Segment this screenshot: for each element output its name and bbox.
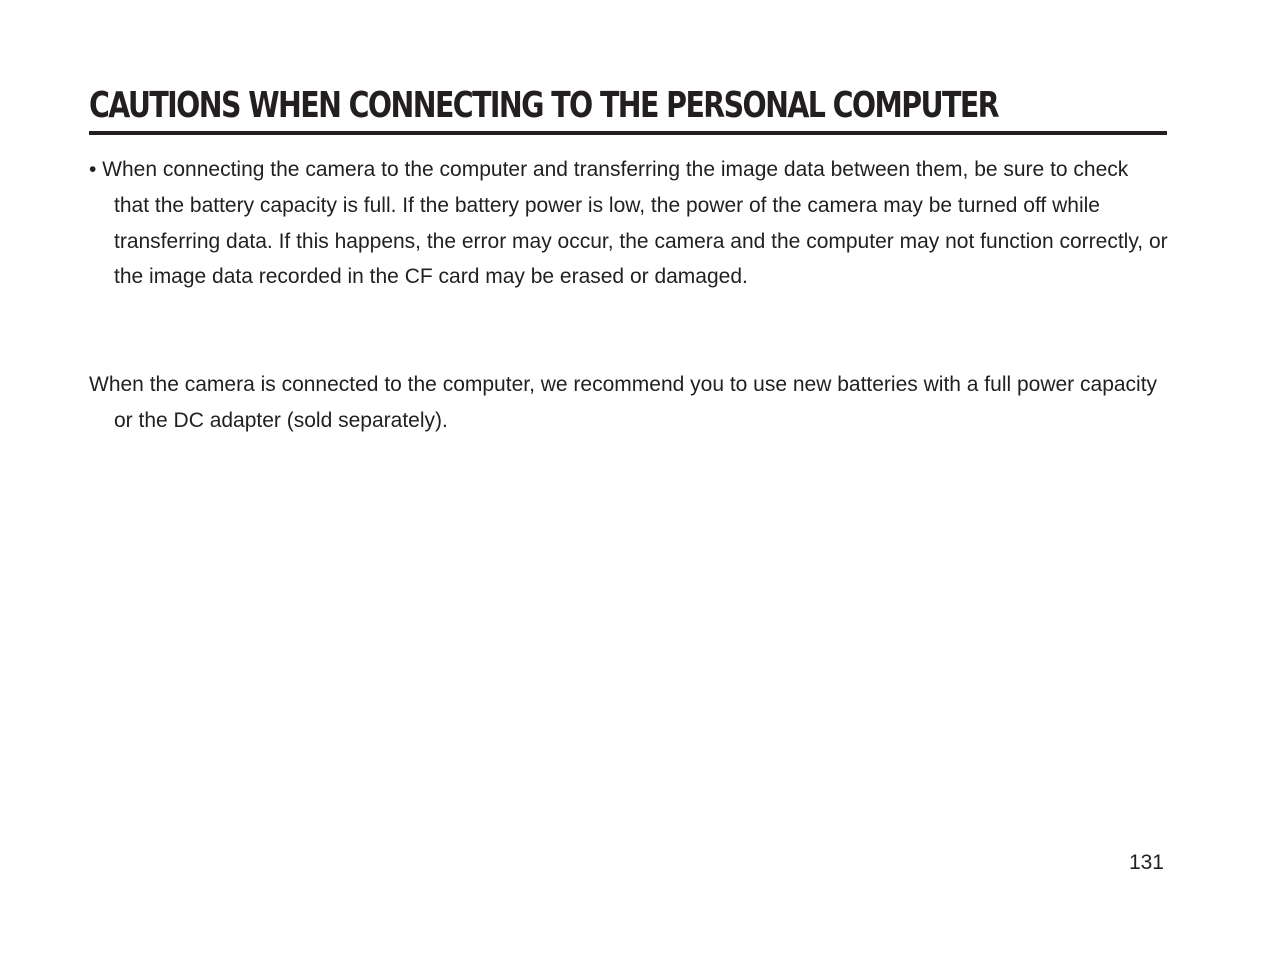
title-underline [89, 131, 1167, 135]
page-number: 131 [1128, 851, 1164, 874]
battery-recommendation-paragraph: When the camera is connected to the computer, we recommend you to use new batteries with a full power capacity or the DC adapter (sold separately). [89, 373, 1158, 432]
caution-bullet-paragraph: • When connecting the camera to the computer and transferring the image data between them, be sure to check that the battery capacity is full. If the battery power is low, the power of the camera may be turned off while transferring data. If this happens, the error may occur, the camera and the computer may not function correctly, or the image data recorded in the CF card may be erased or damaged. [89, 158, 1168, 289]
page-title: CAUTIONS WHEN CONNECTING TO THE PERSONAL COMPUTER [89, 85, 999, 126]
